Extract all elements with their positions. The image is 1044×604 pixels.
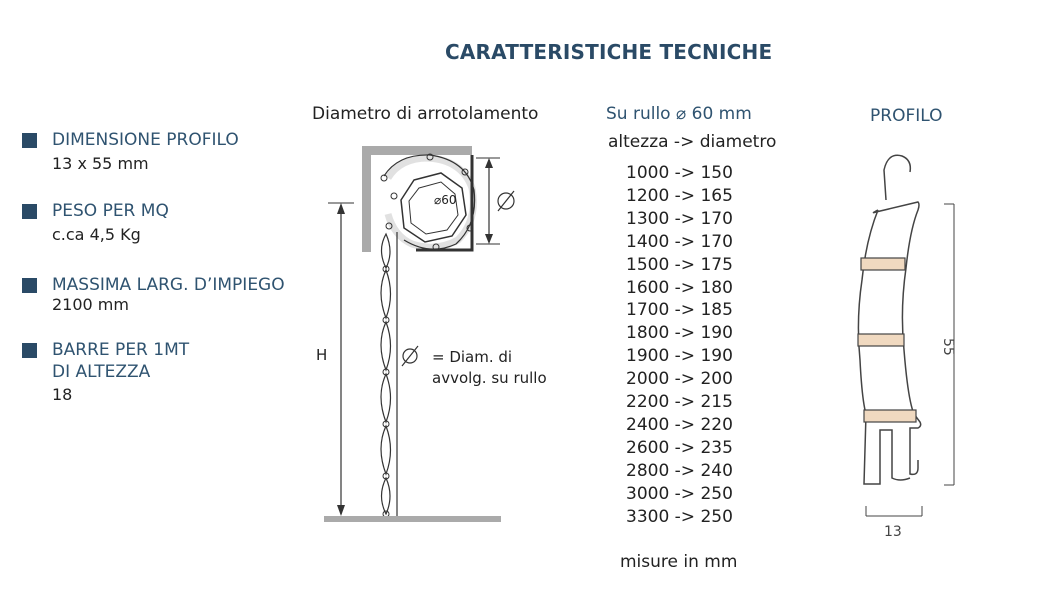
diameter-legend [432, 347, 547, 389]
curtain-slats [381, 234, 391, 514]
legend-line: = Diam. di [432, 348, 513, 366]
roll-diameter-label: ⌀60 [434, 193, 457, 207]
table-row: 1600 -> 180 [626, 277, 733, 298]
profile-height-label: 55 [940, 338, 956, 356]
spec-value: 18 [52, 385, 73, 404]
spec-label: DIMENSIONE PROFILO [52, 130, 239, 150]
table-row: 2800 -> 240 [626, 460, 733, 481]
table-row: 2600 -> 235 [626, 437, 733, 458]
floor-line [324, 516, 501, 522]
legend-line: avvolg. su rullo [432, 369, 547, 387]
table-row: 1000 -> 150 [626, 163, 733, 183]
table-row: 1900 -> 190 [626, 346, 733, 367]
table-row: 1400 -> 170 [626, 231, 733, 252]
table-row: 3000 -> 250 [626, 483, 733, 504]
table-row: 1300 -> 170 [626, 208, 733, 229]
spec-label: PESO PER MQ [52, 201, 169, 221]
spec-label: BARRE PER 1MT [52, 340, 190, 360]
housing-top [362, 146, 472, 155]
profile-insert [864, 410, 916, 422]
profile-drawing [858, 155, 920, 484]
spec-label: DI ALTEZZA [52, 362, 151, 382]
table-row: 1700 -> 185 [626, 300, 733, 321]
diagram-header: Diametro di arrotolamento [312, 104, 539, 124]
spec-value: 13 x 55 mm [52, 154, 149, 173]
table-row: 2200 -> 215 [626, 392, 733, 413]
spec-value: c.ca 4,5 Kg [52, 225, 141, 244]
profile-width-label: 13 [884, 524, 902, 540]
height-diameter-table [626, 162, 733, 529]
roll-octagon [401, 173, 466, 242]
units-note: misure in mm [620, 552, 738, 572]
table-row: 1200 -> 165 [626, 185, 733, 206]
table-row: 2400 -> 220 [626, 414, 733, 435]
table-row: 2000 -> 200 [626, 369, 733, 390]
table-row: 1800 -> 190 [626, 323, 733, 344]
spec-value: 2100 mm [52, 295, 129, 314]
profile-insert [858, 334, 904, 346]
table-row: 1500 -> 175 [626, 254, 733, 275]
height-label: H [316, 346, 328, 364]
table-row: 3300 -> 250 [626, 506, 733, 527]
profile-insert [861, 258, 905, 270]
table-header-columns: altezza -> diametro [608, 132, 777, 152]
page-title: CARATTERISTICHE TECNICHE [445, 40, 773, 64]
spec-label: MASSIMA LARG. D’IMPIEGO [52, 275, 285, 295]
housing-wall [362, 146, 371, 252]
table-header-roll: Su rullo ⌀ 60 mm [606, 104, 752, 124]
profile-header: PROFILO [870, 106, 943, 126]
